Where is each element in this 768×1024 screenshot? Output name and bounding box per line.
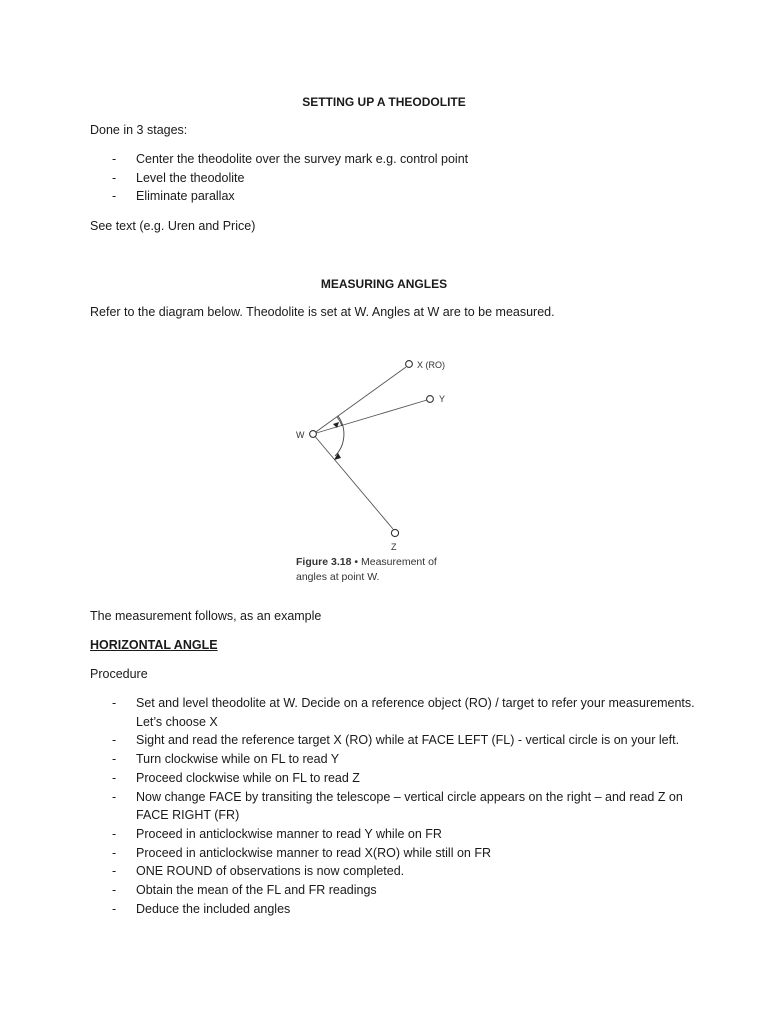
figure-caption-line1	[296, 556, 437, 568]
list-item	[112, 731, 712, 750]
list-item	[112, 862, 712, 881]
station-y-marker	[427, 396, 434, 403]
list-item-text: ONE ROUND of observations is now completed.	[136, 864, 405, 879]
bullet-dash: -	[112, 789, 117, 804]
bullet-dash: -	[112, 864, 117, 879]
list-item-text: Sight and read the reference target X (RO) while at FACE LEFT (FL) - vertical circle is on your left.	[136, 733, 680, 748]
list-item	[112, 169, 712, 188]
list-item-text: Level the theodolite	[136, 170, 245, 185]
setup-stage-list	[112, 150, 712, 206]
bullet-dash: -	[112, 770, 117, 785]
list-item-text: Deduce the included angles	[136, 901, 291, 916]
figure-caption-text1: Measurement of	[360, 556, 437, 568]
list-item	[112, 187, 712, 206]
list-item	[112, 769, 712, 788]
list-item	[112, 750, 712, 769]
figure-caption-line2: angles at point W.	[296, 571, 380, 583]
example-text: The measurement follows, as an example	[90, 609, 322, 623]
angle-arc-ywz	[335, 416, 344, 456]
list-item-text: Proceed clockwise while on FL to read Z	[136, 770, 360, 785]
list-item	[112, 150, 712, 169]
list-item	[112, 788, 712, 825]
bullet-dash: -	[112, 826, 117, 841]
list-item	[112, 844, 712, 863]
measuring-intro: Refer to the diagram below. Theodolite is set at W. Angles at W are to be measured.	[90, 305, 555, 319]
list-item-text: Turn clockwise while on FL to read Y	[136, 752, 340, 767]
bullet-dash: -	[112, 733, 117, 748]
horizontal-angle-heading: HORIZONTAL ANGLE	[90, 638, 218, 652]
line-w-z	[313, 434, 393, 529]
procedure-step-list	[112, 694, 712, 918]
station-z-marker	[391, 529, 398, 536]
see-text-note: See text (e.g. Uren and Price)	[90, 219, 256, 233]
setup-intro: Done in 3 stages:	[90, 123, 188, 137]
line-w-y	[313, 400, 427, 434]
list-item	[112, 825, 712, 844]
angle-measurement-figure	[285, 352, 465, 588]
bullet-dash: -	[112, 189, 117, 204]
bullet-dash: -	[112, 845, 117, 860]
label-z: Z	[391, 542, 397, 552]
measuring-heading: MEASURING ANGLES	[320, 277, 448, 291]
list-item	[112, 694, 712, 731]
label-x: X (RO)	[417, 360, 445, 370]
bullet-dash: -	[112, 170, 117, 185]
arrowhead-z	[334, 453, 341, 460]
list-item-text: Center the theodolite over the survey mark e.g. control point	[136, 152, 469, 166]
setup-heading: SETTING UP A THEODOLITE	[302, 95, 466, 109]
bullet-dash: -	[112, 152, 117, 166]
list-item-text: Obtain the mean of the FL and FR readings	[136, 883, 377, 898]
label-y: Y	[439, 394, 446, 404]
figure-caption-bullet: •	[354, 556, 359, 568]
bullet-dash: -	[112, 752, 117, 767]
list-item-text: Set and level theodolite at W. Decide on a reference object (RO) / target to refer your measurements. Let’s choose X	[136, 696, 695, 729]
list-item-text: Proceed in anticlockwise manner to read X(RO) while still on FR	[136, 845, 491, 860]
station-w-marker	[310, 431, 317, 438]
list-item	[112, 881, 712, 900]
list-item	[112, 900, 712, 919]
bullet-dash: -	[112, 901, 117, 916]
list-item-text: Proceed in anticlockwise manner to read Y while on FR	[136, 826, 442, 841]
station-x-marker	[406, 361, 413, 368]
label-w: W	[296, 430, 305, 440]
bullet-dash: -	[112, 696, 117, 710]
list-item-text: Eliminate parallax	[136, 189, 235, 204]
procedure-label: Procedure	[90, 667, 148, 681]
list-item-text: Now change FACE by transiting the telescope – vertical circle appears on the right – and read Z on FACE RIGHT (FR)	[136, 789, 683, 823]
line-w-x	[313, 367, 406, 434]
bullet-dash: -	[112, 883, 117, 898]
figure-number: Figure 3.18	[296, 556, 352, 568]
